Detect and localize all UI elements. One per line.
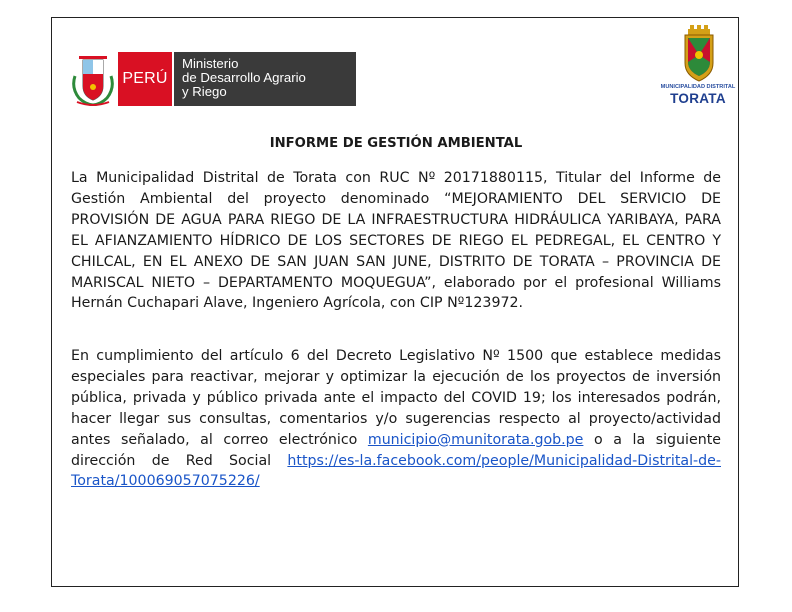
ministry-line-3: y Riego — [182, 84, 227, 99]
ministry-line-2: de Desarrollo Agrario — [182, 70, 306, 85]
paragraph-2 — [71, 346, 721, 492]
peru-logo-label: PERÚ — [118, 52, 172, 106]
paragraph-2-text: En cumplimiento del artículo 6 del Decreto Legislativo Nº 1500 que establece medidas especiales para reactivar, mejorar y optimizar la ejecución de los proyectos de inversión pública, privada y público privada ante el impacto del COVID 19; los interesados podrán, hacer llegar sus consultas, comentarios y/o sugerencias respecto al proyecto/actividad antes señalado, al correo electrónico — [71, 348, 721, 448]
paragraph-1: La Municipalidad Distrital de Torata con RUC Nº 20171880115, Titular del Informe de Gestión Ambiental del proyecto denominado “MEJORAMIENTO DEL SERVICIO DE PROVISIÓN DE AGUA PARA RIEGO DE LA INFRAESTRUCTURA HIDRÁULICA YARIBAYA, PARA EL AFIANZAMIENTO HÍDRICO DE LOS SECTORES DE RIEGO EL PEDREGAL, EL CENTRO Y CHILCAL, EN EL ANEXO DE SAN JUAN SAN JUNE, DISTRITO DE TORATA – PROVINCIA DE MARISCAL NIETO – DEPARTAMENTO MOQUEGUA”, elaborado por el profesional Williams Hernán Cuchapari Alave, Ingeniero Agrícola, con CIP Nº123972. — [71, 170, 721, 312]
email-link[interactable]: municipio@munitorata.gob.pe — [367, 431, 584, 448]
municipality-name: TORATA — [670, 91, 726, 106]
ministry-logo — [174, 52, 356, 106]
document-title: INFORME DE GESTIÓN AMBIENTAL — [269, 136, 523, 151]
torata-crest-icon — [682, 25, 716, 83]
facebook-link[interactable]: https://es-la.facebook.com/people/Municipalidad-Distrital-de-Torata/100069057075226/ — [71, 452, 721, 490]
peru-coat-of-arms-icon — [71, 54, 115, 106]
link-connector-text: o a la siguiente dirección de Red Social — [71, 431, 721, 469]
ministry-line-1: Ministerio — [182, 56, 239, 71]
municipality-subtitle: MUNICIPALIDAD DISTRITAL — [660, 84, 736, 90]
